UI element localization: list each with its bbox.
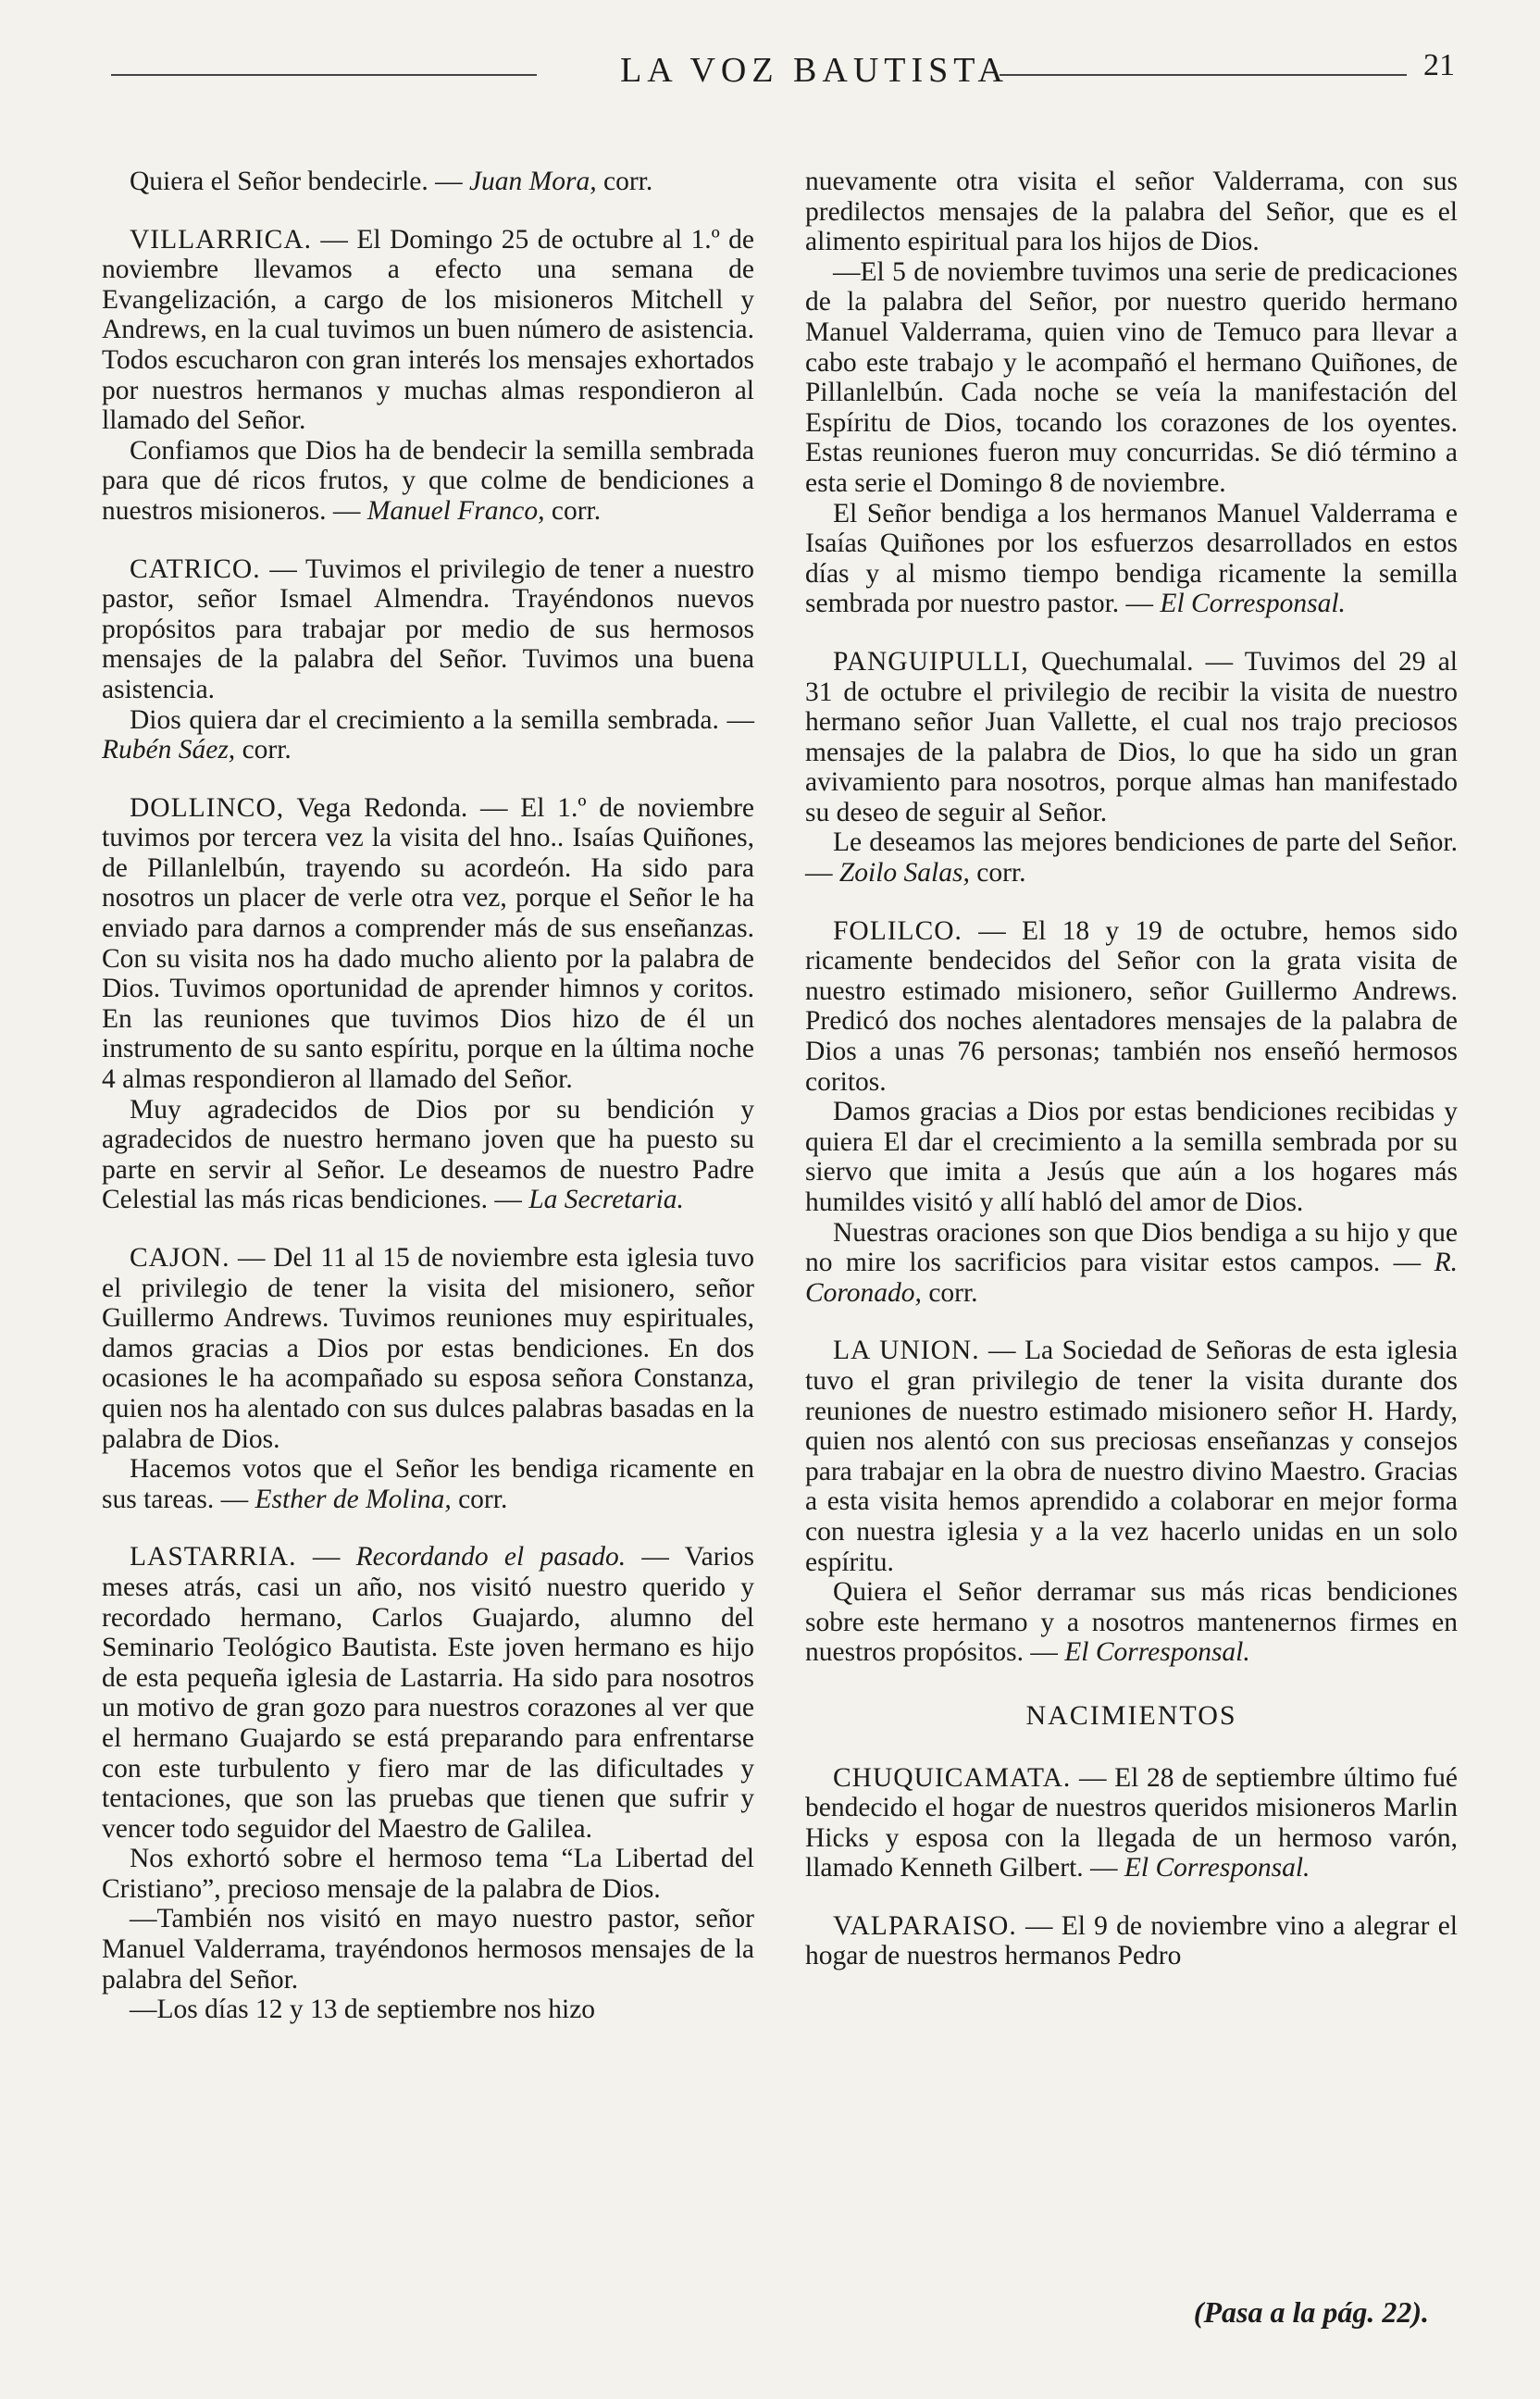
- paragraph: [102, 167, 754, 197]
- signature: Esther de Molina,: [255, 1484, 452, 1514]
- paragraph: [805, 1577, 1458, 1668]
- signature-suffix: corr.: [969, 858, 1026, 889]
- paragraph: [805, 827, 1458, 888]
- place-name: LA UNION.: [833, 1336, 980, 1366]
- paragraph-text: Confiamos que Dios ha de bendecir la semilla sembrada para que dé ricos frutos, y que colme de bendiciones a nuestros misioneros. —: [102, 435, 754, 526]
- paragraph-text: nuevamente otra visita el señor Valderrama, con sus predilectos mensajes de la palabra del Señor, que es el alimento espiritual para los hijos de Dios.: [805, 167, 1458, 257]
- paragraph-text: — El 28 de septiembre último fué bendecido el hogar de nuestros queridos misioneros Marlin Hicks y esposa con la llegada de un hermoso varón, llamado Kenneth Gilbert. —: [805, 1762, 1459, 1883]
- left-column: [102, 167, 754, 2025]
- place-name: VILLARRICA.: [130, 224, 313, 255]
- news-item: [102, 167, 754, 197]
- header-rule-right: [1000, 74, 1407, 76]
- paragraph-text: Muy agradecidos de Dios por su bendición y agradecidos de nuestro hermano joven que ha puesto su parte en servir al Señor. Le deseamos de nuestro Padre Celestial las más ricas bendiciones. —: [102, 1094, 754, 1215]
- signature-suffix: corr.: [544, 495, 602, 526]
- news-item: [102, 1243, 754, 1514]
- paragraph-text: Quiera el Señor derramar sus más ricas bendiciones sobre este hermano y a nosotros mantenernos firmes en nuestros propósitos. —: [805, 1577, 1458, 1668]
- paragraph: [102, 225, 754, 436]
- news-item: [102, 225, 754, 527]
- paragraph-text: — Del 11 al 15 de noviembre esta iglesia tuvo el privilegio de tener la visita del misionero, señor Guillermo Andrews. Tuvimos reuniones muy espirituales, damos gracias a Dios por estas bendiciones. En dos ocasiones le ha acompañado su esposa señora Constanza, quien nos ha alentado con sus dulces palabras basadas en la palabra de Dios.: [102, 1243, 754, 1454]
- paragraph-text: Vega Redonda. — El 1.º de noviembre tuvimos por tercera vez la visita del hno.. Isaías Quiñones, de Pillanlelbún, trayendo su acordeón. Ha sido para nosotros un placer de verle otra vez, porque el Señor le ha enviado para darnos a comprender más de sus enseñanzas. Con su visita nos ha dado mucho aliento por la palabra de Dios. Tuvimos oportunidad de aprender himnos y coritos. En las reuniones que tuvimos Dios hizo de él un instrumento de su santo espíritu, porque en la última noche 4 almas respondieron al llamado del Señor.: [102, 792, 754, 1095]
- news-item: [805, 1763, 1458, 1883]
- section-heading: NACIMIENTOS: [1025, 1699, 1237, 1731]
- paragraph: [102, 1904, 754, 1995]
- news-item: [805, 916, 1458, 1309]
- paragraph-text: Hacemos votos que el Señor les bendiga ricamente en sus tareas. —: [102, 1454, 754, 1514]
- paragraph-text: — El Domingo 25 de octubre al 1.º de noviembre llevamos a efecto una semana de Evangelización, a cargo de los misioneros Mitchell y Andrews, en la cual tuvimos un buen número de asistencia. Todos escucharon con gran interés los mensajes exhortados por nuestros hermanos y muchas almas respondieron al llamado del Señor.: [102, 224, 754, 436]
- continues-note: (Pasa a la pág. 22).: [1193, 2295, 1429, 2329]
- publication-title: LA VOZ BAUTISTA: [620, 51, 1009, 90]
- news-item: [805, 167, 1458, 619]
- paragraph-text: —El 5 de noviembre tuvimos una serie de predicaciones de la palabra del Señor, por nuestro querido hermano Manuel Valderrama, quien vino de Temuco para llevar a cabo este trabajo y le acompañó el hermano Quiñones, de Pillanlelbún. Cada noche se veía la manifestación del Espíritu de Dios, tocando los corazones de los oyentes. Estas reuniones fueron muy concurridas. Se dió término a esta serie el Domingo 8 de noviembre.: [805, 256, 1458, 498]
- place-name: DOLLINCO,: [130, 792, 285, 823]
- paragraph: [805, 916, 1458, 1098]
- news-item: [102, 554, 754, 765]
- signature: Recordando el pasado.: [355, 1542, 627, 1572]
- paragraph: [102, 793, 754, 1095]
- paragraph-text: Quiera el Señor bendecirle. —: [130, 167, 469, 196]
- paragraph: [102, 705, 754, 765]
- place-name: CHUQUICAMATA.: [833, 1762, 1072, 1793]
- signature: La Secretaria.: [528, 1185, 684, 1215]
- paragraph: [805, 1218, 1458, 1309]
- signature: El Corresponsal.: [1064, 1637, 1250, 1668]
- signature-suffix: corr.: [235, 735, 292, 765]
- signature: Rubén Sáez,: [102, 735, 236, 765]
- signature-suffix: — Varios meses atrás, casi un año, nos visitó nuestro querido y recordado hermano, Carlos Guajardo, alumno del Seminario Teológico Bautista. Este joven hermano es hijo de esta pequeña iglesia de Lastarria. Ha sido para nosotros un motivo de gran gozo para nuestros corazones al ver que el hermano Guajardo se está preparando para enfrentarse con este turbulento y fiero mar de las dificultades y tentaciones, que son las pruebas que tienen que sufrir y vencer todo seguidor del Maestro de Galilea.: [102, 1542, 754, 1844]
- signature: Zoilo Salas,: [838, 858, 970, 889]
- paragraph-text: Nos exhortó sobre el hermoso tema “La Libertad del Cristiano”, precioso mensaje de la palabra de Dios.: [102, 1844, 754, 1904]
- paragraph-text: Dios quiera dar el crecimiento a la semilla sembrada. —: [130, 704, 754, 735]
- paragraph: [102, 554, 754, 705]
- page-number: 21: [1423, 48, 1455, 82]
- paragraph: [102, 1995, 754, 2025]
- news-item: [102, 1542, 754, 2025]
- signature: El Corresponsal.: [1160, 589, 1346, 619]
- paragraph: [102, 1844, 754, 1904]
- news-item: [102, 793, 754, 1215]
- signature: R. Coronado,: [805, 1248, 1458, 1308]
- signature: El Corresponsal.: [1124, 1853, 1310, 1883]
- paragraph-text: — El 9 de noviembre vino a alegrar el hogar de nuestros hermanos Pedro: [805, 1910, 1458, 1971]
- page-header: [111, 44, 1462, 100]
- news-item: [805, 647, 1458, 889]
- signature-suffix: corr.: [921, 1277, 978, 1308]
- paragraph-text: Nuestras oraciones son que Dios bendiga a su hijo y que no mire los sacrificios para visitar estos campos. —: [805, 1217, 1458, 1278]
- paragraph: [805, 1097, 1458, 1217]
- news-item: [805, 1911, 1458, 1971]
- paragraph: [102, 1454, 754, 1514]
- signature-suffix: corr.: [451, 1484, 508, 1514]
- signature: Manuel Franco,: [366, 495, 545, 526]
- place-name: CAJON.: [130, 1243, 230, 1273]
- paragraph: [805, 1911, 1458, 1971]
- signature: Juan Mora,: [468, 167, 597, 196]
- right-column: [805, 167, 1458, 1971]
- paragraph-text: — Tuvimos el privilegio de tener a nuestro pastor, señor Ismael Almendra. Trayéndonos nuevos propósitos para trabajar por medio de sus hermosos mensajes de la palabra del Señor. Tuvimos una buena asistencia.: [102, 553, 754, 704]
- place-name: LASTARRIA.: [130, 1542, 297, 1572]
- paragraph-text: Quechumalal. — Tuvimos del 29 al 31 de octubre el privilegio de recibir la visita de nuestro hermano señor Juan Vallette, el cual nos trajo preciosos mensajes de la palabra de Dios, lo que ha sido un gran avivamiento para nosotros, porque almas han manifestado su deseo de seguir al Señor.: [805, 646, 1458, 827]
- place-name: CATRICO.: [130, 553, 261, 584]
- paragraph: [805, 167, 1458, 257]
- paragraph: [102, 1243, 754, 1454]
- paragraph-text: —Los días 12 y 13 de septiembre nos hizo: [130, 1995, 596, 2025]
- place-name: VALPARAISO.: [833, 1910, 1017, 1941]
- paragraph: [102, 436, 754, 527]
- paragraph-text: —: [312, 1542, 356, 1572]
- paragraph-text: — La Sociedad de Señoras de esta iglesia tuvo el gran privilegio de tener la visita durante dos reuniones de nuestro estimado misionero señor H. Hardy, quien nos alentó con sus preciosas enseñanzas y consejos para trabajar en la obra de nuestro divino Maestro. Gracias a esta visita hemos aprendido a colaborar en mejor forma con nuestra iglesia y a la vez hacerlo unidas en un solo espíritu.: [805, 1336, 1458, 1577]
- paragraph: [805, 499, 1458, 619]
- paragraph-text: Le deseamos las mejores bendiciones de parte del Señor. —: [805, 827, 1458, 889]
- paragraph-text: —También nos visitó en mayo nuestro pastor, señor Manuel Valderrama, trayéndonos hermosos mensajes de la palabra del Señor.: [102, 1904, 754, 1995]
- place-name: FOLILCO.: [833, 915, 962, 946]
- header-rule-left: [111, 74, 537, 76]
- paragraph: [805, 647, 1458, 828]
- paragraph: [102, 1542, 754, 1844]
- paragraph-text: — El 18 y 19 de octubre, hemos sido ricamente bendecidos del Señor con la grata visita de nuestro estimado misionero, señor Guillermo Andrews. Predicó dos noches alentadores mensajes de la palabra de Dios a unas 76 personas; también nos enseñó hermosos coritos.: [805, 915, 1459, 1097]
- signature-suffix: corr.: [596, 167, 653, 196]
- paragraph: [805, 257, 1458, 499]
- paragraph-text: El Señor bendiga a los hermanos Manuel Valderrama e Isaías Quiñones por los esfuerzos desarrollados en estos días y al mismo tiempo bendiga ricamente la semilla sembrada por nuestro pastor. —: [805, 498, 1458, 619]
- paragraph: [102, 1095, 754, 1215]
- paragraph: [805, 1763, 1458, 1883]
- paragraph-text: Damos gracias a Dios por estas bendiciones recibidas y quiera El dar el crecimiento a la semilla sembrada por su siervo que imita a Jesús que aún a los hogares más humildes visitó y allí habló del amor de Dios.: [805, 1097, 1458, 1217]
- paragraph: [805, 1336, 1458, 1577]
- news-item: [805, 1336, 1458, 1668]
- place-name: PANGUIPULLI,: [833, 646, 1029, 677]
